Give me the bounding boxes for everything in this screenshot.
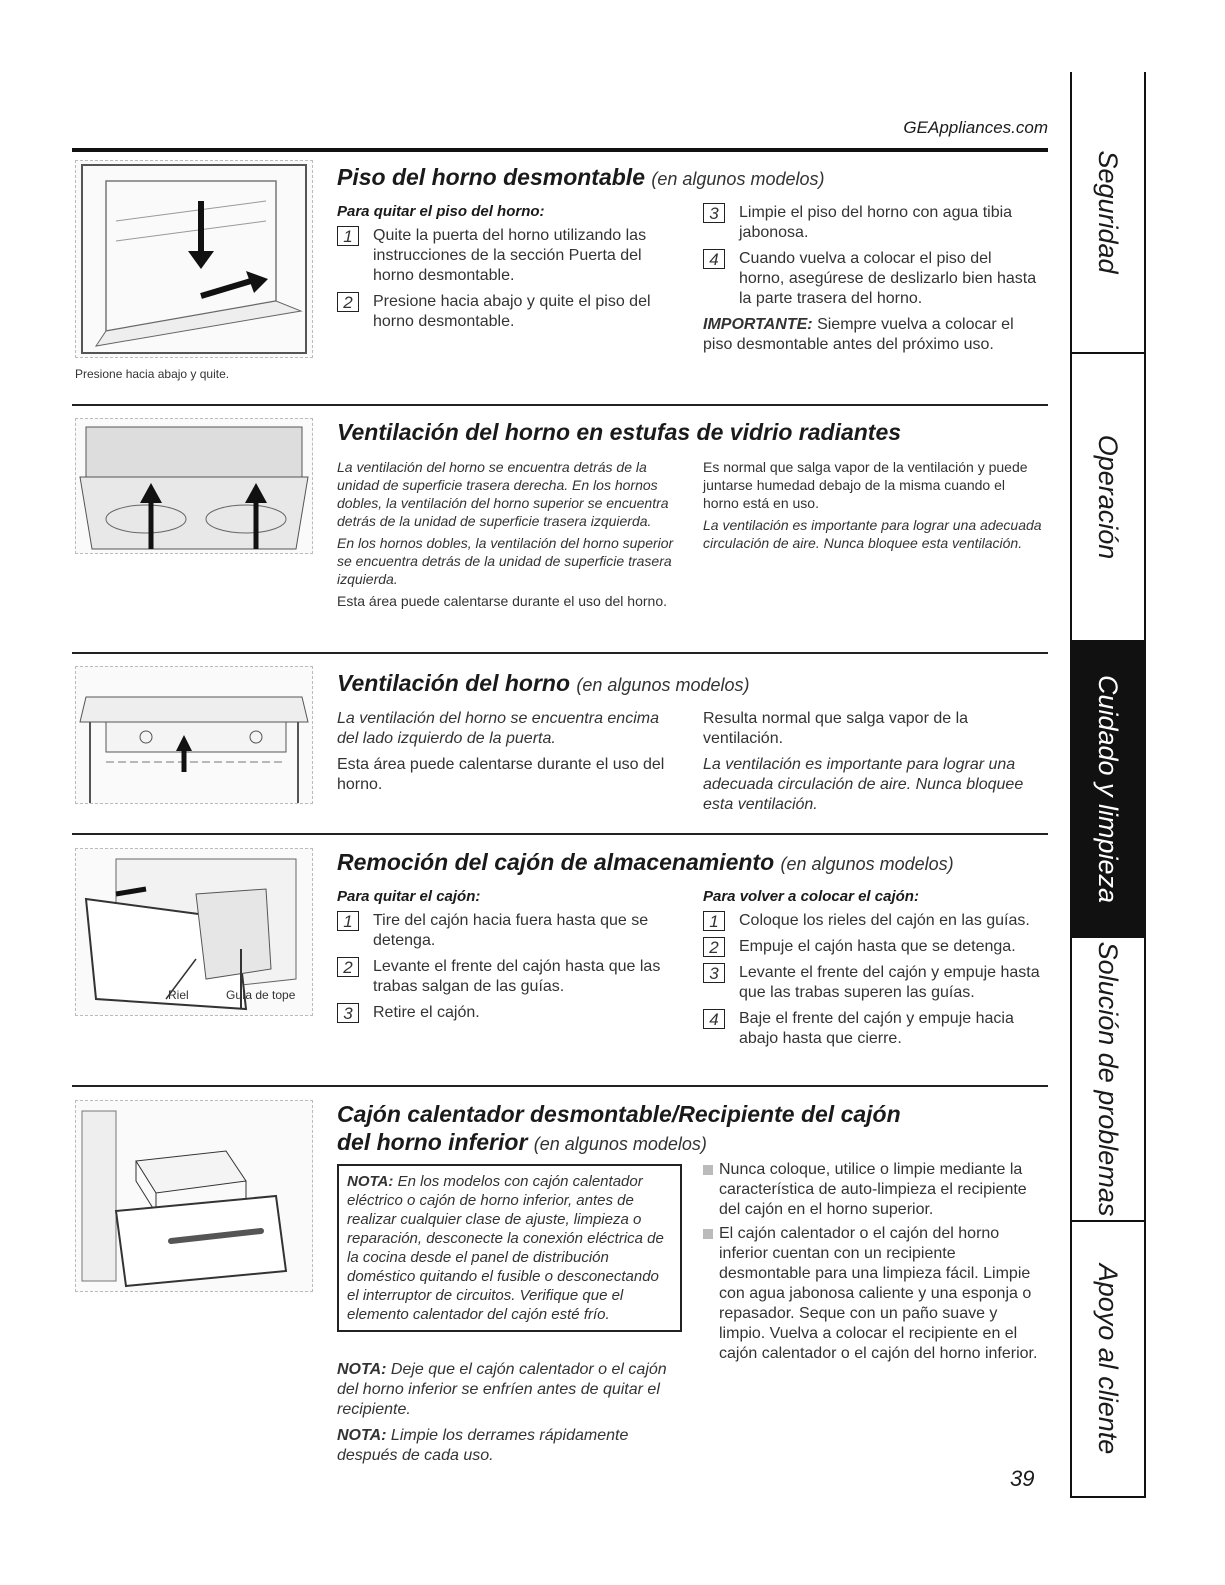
glass-vent-text-right: Es normal que salga vapor de la ventilación y puede juntarse humedad debajo de la misma cuando el horno está en uso. La ventilación es importante para lograr una adecuada circulación de aire. Nunca bloquee esta ventilación. <box>703 459 1042 551</box>
oven-floor-caption: Presione hacia abajo y quite. <box>75 367 230 381</box>
header-rule <box>72 148 1048 152</box>
replace-step-3: 3 Levante el frente del cajón y empuje hasta que las trabas superen las guías. <box>703 963 1043 1003</box>
oven-vent-door-illustration <box>75 666 313 804</box>
replace-step-2: 2 Empuje el cajón hasta que se detenga. <box>703 937 1043 957</box>
oven-floor-steps-right <box>703 203 1038 361</box>
remove-step-3: 3 Retire el cajón. <box>337 1003 667 1023</box>
drawer-remove-steps: Para quitar el cajón: 1 Tire del cajón hacia fuera hasta que se detenga. 2 Levante el frente del cajón hasta que las trabas salgan de las guías. 3 Retire el cajón. <box>337 888 667 1029</box>
label-riel: Riel <box>168 988 189 1002</box>
tab-apoyo-al-cliente[interactable]: Apoyo al cliente <box>1072 1222 1144 1498</box>
tab-seguridad[interactable]: Seguridad <box>1072 72 1144 354</box>
note-spills: NOTA: Limpie los derrames rápidamente después de cada uso. <box>337 1427 629 1464</box>
oven-vent-text-left: La ventilación del horno se encuentra encima del lado izquierdo de la puerta. Esta área puede calentarse durante el uso del horno. <box>337 710 665 793</box>
section-title-oven-floor: Piso del horno desmontable (en algunos modelos) <box>337 164 825 190</box>
glass-cooktop-vent-illustration <box>75 418 313 554</box>
drawer-replace-steps: Para volver a colocar el cajón: 1 Coloque los rieles del cajón en las guías. 2 Empuje el cajón hasta que se detenga. 3 Levante el frente del cajón y empuje hasta que las trabas superen las guías. 4 Baje el frente del cajón y empuje hacia abajo hasta que cierre. <box>703 888 1043 1055</box>
oven-floor-steps-left: Para quitar el piso del horno: 1 Quite la puerta del horno utilizando las instrucciones de la sección Puerta del horno desmontable. 2 Presione hacia abajo y quite el piso del horno desmontable. <box>337 203 667 338</box>
rule-4 <box>72 1085 1048 1087</box>
oven-floor-illustration <box>75 160 313 358</box>
remove-step-1: 1 Tire del cajón hacia fuera hasta que se detenga. <box>337 911 667 951</box>
bullet-self-clean: Nunca coloque, utilice o limpie mediante la característica de auto-limpieza el recipiente del cajón en el horno superior. <box>703 1160 1043 1220</box>
step-3: 3 Limpie el piso del horno con agua tibia jabonosa. <box>703 203 1038 243</box>
step-4: 4 Cuando vuelva a colocar el piso del horno, asegúrese de deslizarlo bien hasta la parte trasera del horno. <box>703 249 1038 309</box>
storage-drawer-illustration <box>75 848 313 1016</box>
tab-solucion-de-problemas[interactable]: Solución de problemas <box>1072 938 1144 1222</box>
rule-2 <box>72 652 1048 654</box>
label-guia: Guía de tope <box>226 988 296 1002</box>
replace-step-1: 1 Coloque los rieles del cajón en las guías. <box>703 911 1043 931</box>
glass-vent-text-left: La ventilación del horno se encuentra detrás de la unidad de superficie trasera derecha. En los hornos dobles, la ventilación del horno superior se encuentra detrás de la unidad de superficie trasera izquierda. En los hornos dobles, la ventilación del horno superior se encuentra detrás de la unidad de superficie trasera izquierda. Esta área puede calentarse durante el uso del horno. <box>337 459 674 609</box>
site-url: GEAppliances.com <box>903 118 1048 137</box>
page-number: 39 <box>1010 1466 1035 1491</box>
section-title-glass-vent: Ventilación del horno en estufas de vidrio radiantes <box>337 419 902 445</box>
remove-step-2: 2 Levante el frente del cajón hasta que las trabas salgan de las guías. <box>337 957 667 997</box>
section-title-storage-drawer: Remoción del cajón de almacenamiento (en algunos modelos) <box>337 849 954 875</box>
tab-operacion[interactable]: Operación <box>1072 354 1144 642</box>
rule-3 <box>72 833 1048 835</box>
bullet-removable-pan: El cajón calentador o el cajón del horno inferior cuentan con un recipiente desmontable para una limpieza fácil. Limpie con agua jabonosa caliente y una esponja o repasador. Seque con un paño suave y limpio. Vuelva a colocar el recipiente en el cajón calentador o el cajón del horno inferior. <box>703 1224 1043 1364</box>
warming-drawer-illustration <box>75 1100 313 1292</box>
note-cool-down: NOTA: Deje que el cajón calentador o el cajón del horno inferior se enfríen antes de quitar el recipiente. <box>337 1361 667 1418</box>
safety-note-box: NOTA: En los modelos con cajón calentador eléctrico o cajón de horno inferior, antes de realizar cualquier clase de ajuste, limpieza o reparación, desconecte la conexión eléctrica de la cocina desde el panel de distribución doméstico quitando el fusible o desconectando el interruptor de circuitos. Verifique que el elemento calentador del cajón esté frío. <box>337 1164 682 1332</box>
important-note: IMPORTANTE: Siempre vuelva a colocar el piso desmontable antes del próximo uso. <box>703 316 1014 353</box>
step-2: 2 Presione hacia abajo y quite el piso del horno desmontable. <box>337 292 667 332</box>
section-tabs <box>1070 72 1146 1498</box>
section-title-warming-drawer: Cajón calentador desmontable/Recipiente del cajón del horno inferior (en algunos modelos) <box>337 1101 901 1155</box>
replace-step-4: 4 Baje el frente del cajón y empuje hacia abajo hasta que cierre. <box>703 1009 1043 1049</box>
warming-drawer-bullets <box>703 1160 1043 1368</box>
warming-drawer-notes <box>337 1360 677 1472</box>
oven-vent-text-right: Resulta normal que salga vapor de la ventilación. La ventilación es importante para lograr una adecuada circulación de aire. Nunca bloquee esta ventilación. <box>703 710 1024 813</box>
section-title-oven-vent: Ventilación del horno (en algunos modelos) <box>337 670 750 696</box>
rule-1 <box>72 404 1048 406</box>
tab-cuidado-y-limpieza[interactable]: Cuidado y limpieza <box>1072 642 1144 938</box>
step-1: 1 Quite la puerta del horno utilizando las instrucciones de la sección Puerta del horno desmontable. <box>337 226 667 286</box>
